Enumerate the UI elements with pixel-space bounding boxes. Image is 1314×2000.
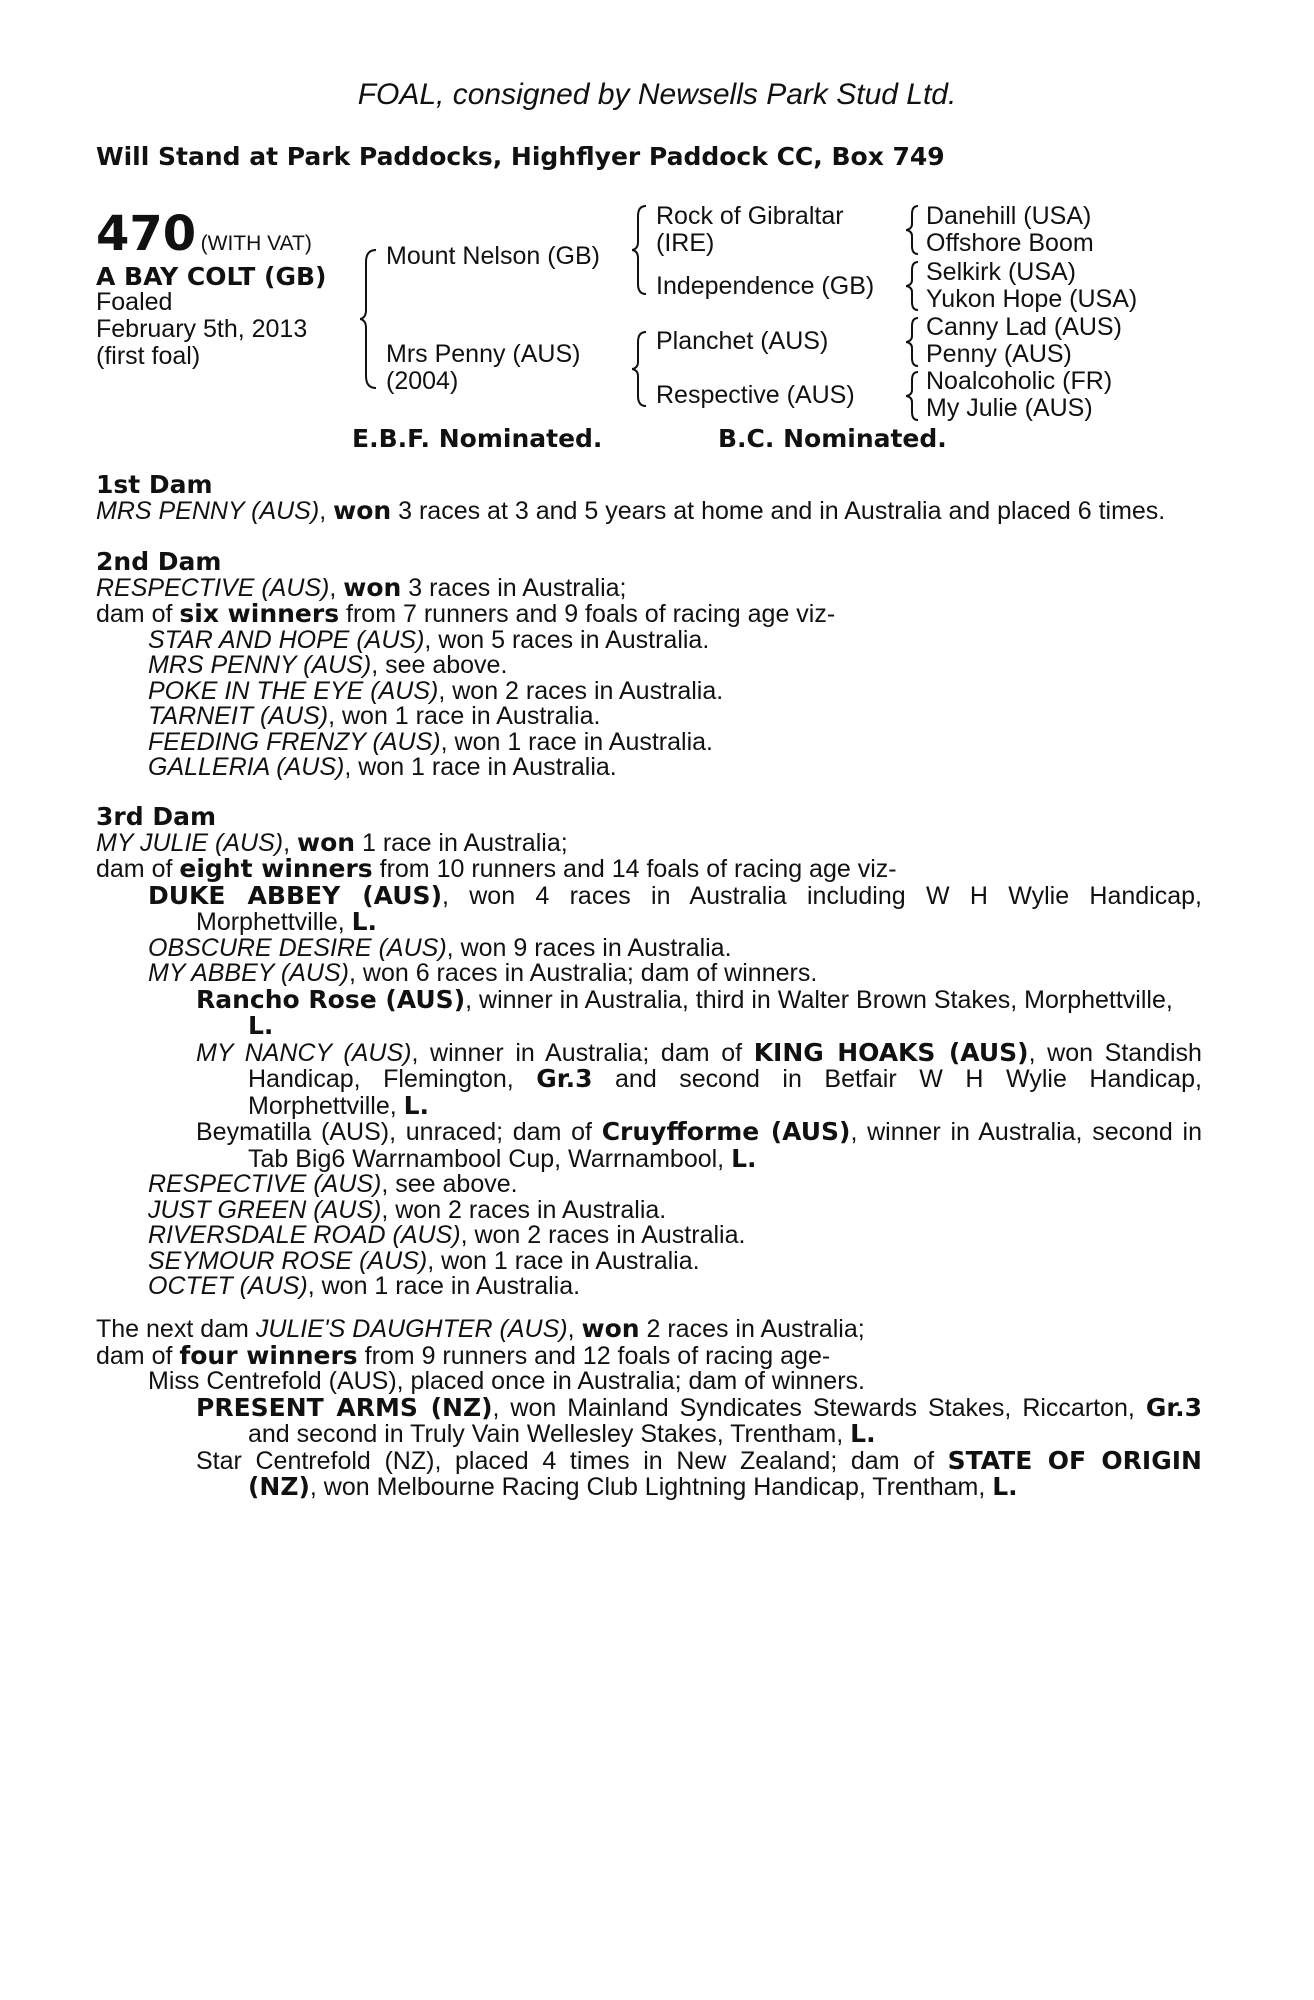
listed-mark: L. <box>351 907 378 936</box>
grand-progeny-line <box>96 1392 1202 1422</box>
progeny-name: Rancho Rose (AUS) <box>196 984 466 1014</box>
second-dam-name: RESPECTIVE (AUS) <box>96 573 330 602</box>
ds-sire-name: Canny Lad (AUS) <box>926 313 1122 341</box>
second-dam-heading: 2nd Dam <box>96 547 222 576</box>
lot-header <box>96 206 312 262</box>
next-dam-record: 2 races in Australia; <box>639 1315 865 1343</box>
progeny-record: , won Melbourne Racing Club Lightning Handicap, Trentham, <box>309 1473 993 1501</box>
progeny-record: , winner in Australia, third in Walter Brown Stakes, Morphettville, <box>465 985 1173 1014</box>
progeny-line <box>96 1223 1202 1249</box>
progeny-name: MY NANCY (AUS) <box>196 1038 412 1067</box>
progeny-name: RIVERSDALE ROAD (AUS) <box>148 1221 461 1249</box>
dd-dam-name: My Julie (AUS) <box>926 394 1093 422</box>
second-dam-line: RESPECTIVE (AUS), won 3 races in Australia; <box>96 572 627 602</box>
ss-dam-name: Offshore Boom <box>926 229 1094 257</box>
progeny-record: , won 1 race in Australia. <box>344 753 617 781</box>
third-dam-line: MY JULIE (AUS), won 1 race in Australia; <box>96 827 568 857</box>
progeny-name: GALLERIA (AUS) <box>148 753 345 781</box>
dam-sire-name: Planchet (AUS) <box>656 327 829 355</box>
sire-sire-name: Rock of Gibraltar <box>656 202 844 230</box>
grand-progeny-line <box>96 984 1202 1014</box>
grand-progeny-line-cont <box>96 1066 1202 1093</box>
second-dam-produce-line <box>96 601 1202 628</box>
grand-progeny-line-cont <box>96 1090 1202 1120</box>
sire-name: Mount Nelson (GB) <box>386 242 600 270</box>
foal-note: (first foal) <box>96 342 201 370</box>
second-dam-record: 3 races in Australia; <box>401 573 627 602</box>
progeny-record: , won 1 race in Australia. <box>307 1272 581 1300</box>
next-dam-name: JULIE'S DAUGHTER (AUS) <box>255 1315 568 1343</box>
second-dam-section <box>96 549 1202 781</box>
runners-text: from 7 runners and 9 foals of racing age viz- <box>339 600 836 628</box>
third-dam-record: 1 race in Australia; <box>355 828 568 857</box>
sire-sire-country: (IRE) <box>656 229 715 257</box>
third-dam-produce-line <box>96 856 1202 883</box>
first-dam-name: MRS PENNY (AUS) <box>96 496 320 525</box>
progeny-name: PRESENT ARMS (NZ) <box>196 1392 493 1422</box>
lot-number: 470 <box>96 206 197 262</box>
next-dam-section <box>96 1316 1202 1501</box>
progeny-name: STAR AND HOPE (AUS) <box>148 625 425 654</box>
foaled-date: February 5th, 2013 <box>96 315 308 343</box>
progeny-name: JUST GREEN (AUS) <box>148 1195 382 1224</box>
progeny-record: and second in Betfair W H Wylie Handicap, <box>592 1065 1202 1093</box>
grand-progeny-line <box>96 1445 1202 1475</box>
dam-of-label: dam of <box>96 600 180 628</box>
progeny-record: Star Centrefold (NZ), placed 4 times in New Zealand; dam of <box>196 1446 948 1475</box>
third-dam-heading: 3rd Dam <box>96 802 216 831</box>
progeny-name: SEYMOUR ROSE (AUS) <box>148 1246 428 1275</box>
progeny-name: MY ABBEY (AUS) <box>148 959 349 987</box>
progeny-name: DUKE ABBEY (AUS) <box>148 880 442 910</box>
progeny-record: , winner in Australia, second in <box>850 1118 1202 1146</box>
progeny-name: MRS PENNY (AUS) <box>148 651 372 679</box>
grand-progeny-line <box>96 1037 1202 1067</box>
pedigree-brace-main <box>360 248 380 390</box>
grand-progeny-line-cont <box>96 1474 1202 1501</box>
next-dam-intro: The next dam <box>96 1315 256 1343</box>
listed-mark: L. <box>248 1011 274 1040</box>
progeny-line <box>96 704 1202 730</box>
progeny-name: KING HOAKS (AUS) <box>753 1037 1029 1067</box>
stand-location: Will Stand at Park Paddocks, Highflyer Paddock CC, Box 749 <box>96 142 945 171</box>
progeny-line <box>96 1172 1202 1198</box>
progeny-record: , won 1 race in Australia. <box>328 702 601 730</box>
progeny-record: , won 2 races in Australia. <box>438 676 724 705</box>
progeny-record: Tab Big6 Warrnambool Cup, Warrnambool, <box>248 1144 732 1173</box>
ebf-nomination: E.B.F. Nominated. <box>352 424 603 453</box>
won-label: won <box>343 572 402 602</box>
progeny-line <box>96 933 1202 962</box>
dam-year: (2004) <box>386 367 459 395</box>
progeny-line-duke <box>96 880 1202 910</box>
first-dam-line: MRS PENNY (AUS), won 3 races at 3 and 5 years at home and in Australia and placed 6 times. <box>96 495 1166 525</box>
pedigree-brace-dd <box>906 370 922 422</box>
progeny-line <box>96 1246 1202 1275</box>
progeny-name: Cruyfforme (AUS) <box>601 1117 851 1146</box>
progeny-record: Beymatilla (AUS), unraced; dam of <box>196 1118 602 1146</box>
progeny-name: RESPECTIVE (AUS) <box>148 1170 382 1198</box>
next-dam-line: The next dam JULIE'S DAUGHTER (AUS), won 2 races in Australia; <box>96 1314 865 1343</box>
progeny-line <box>96 676 1202 705</box>
pedigree-brace-ds <box>906 316 922 368</box>
progeny-name: TARNEIT (AUS) <box>148 702 329 730</box>
progeny-line <box>96 1274 1202 1300</box>
group-mark: Gr.3 <box>1145 1392 1202 1422</box>
lot-title: A BAY COLT (GB) <box>96 262 327 291</box>
progeny-name: OCTET (AUS) <box>148 1272 308 1300</box>
progeny-name: FEEDING FRENZY (AUS) <box>148 727 441 756</box>
won-label: won <box>296 827 356 857</box>
sire-dam-name: Independence (GB) <box>656 272 875 300</box>
progeny-line <box>96 625 1202 654</box>
sd-dam-name: Yukon Hope (USA) <box>926 285 1138 313</box>
progeny-line <box>96 653 1202 679</box>
progeny-line <box>96 755 1202 781</box>
first-dam-section <box>96 472 1202 524</box>
vat-note: (WITH VAT) <box>200 232 312 255</box>
progeny-record: , won 6 races in Australia; dam of winners. <box>349 959 818 987</box>
consignor-line: FOAL, consigned by Newsells Park Stud Ltd. <box>357 78 957 111</box>
pedigree-brace-sd <box>906 260 922 312</box>
dam-of-label: dam of <box>96 855 180 883</box>
progeny-line: Miss Centrefold (AUS), placed once in Australia; dam of winners. <box>148 1367 865 1395</box>
sd-sire-name: Selkirk (USA) <box>926 258 1077 286</box>
listed-mark: L. <box>850 1419 876 1448</box>
progeny-record: , see above. <box>381 1170 518 1198</box>
foaled-label: Foaled <box>96 288 173 316</box>
listed-mark: L. <box>731 1143 757 1173</box>
progeny-record: , won 4 races in Australia including W H Wylie Handicap, <box>442 881 1202 910</box>
progeny-record: Handicap, Flemington, <box>248 1065 537 1093</box>
progeny-record: , won 2 races in Australia. <box>381 1195 667 1224</box>
winners-count: six winners <box>179 599 340 628</box>
dam-of-label: dam of <box>96 1341 180 1370</box>
pedigree-brace-sire <box>632 204 650 296</box>
progeny-record: and second in Truly Vain Wellesley Stakes, Trentham, <box>248 1420 851 1448</box>
progeny-record: , won 5 races in Australia. <box>424 625 710 654</box>
progeny-name: OBSCURE DESIRE (AUS) <box>148 933 447 962</box>
won-label: won <box>333 495 392 525</box>
progeny-record: Morphettville, <box>248 1091 404 1120</box>
winners-count: eight winners <box>179 854 373 883</box>
progeny-name: STATE OF ORIGIN <box>947 1445 1202 1475</box>
progeny-record: , won 1 race in Australia. <box>440 727 713 756</box>
progeny-record: , won 9 races in Australia. <box>446 933 732 962</box>
dd-sire-name: Noalcoholic (FR) <box>926 367 1113 395</box>
runners-text: from 10 runners and 14 foals of racing age viz- <box>372 855 897 883</box>
third-dam-section <box>96 804 1202 1300</box>
ds-dam-name: Penny (AUS) <box>926 340 1072 368</box>
progeny-record: , won Mainland Syndicates Stewards Stakes, Riccarton, <box>492 1393 1146 1422</box>
progeny-record: , winner in Australia; dam of <box>411 1038 754 1067</box>
pedigree-brace-ss <box>906 204 922 256</box>
progeny-record: , won 2 races in Australia. <box>460 1221 746 1249</box>
grand-progeny-line-cont <box>96 1421 1202 1448</box>
runners-text: from 9 runners and 12 foals of racing age- <box>357 1341 831 1370</box>
grand-progeny-line <box>96 1119 1202 1146</box>
pedigree-brace-dam <box>632 330 650 408</box>
progeny-line <box>96 727 1202 756</box>
listed-mark: L. <box>403 1090 430 1120</box>
progeny-name: POKE IN THE EYE (AUS) <box>148 676 439 705</box>
grand-progeny-line-cont <box>96 1013 1202 1040</box>
progeny-line <box>96 961 1202 987</box>
progeny-name: (NZ) <box>248 1472 310 1501</box>
third-dam-name: MY JULIE (AUS) <box>96 828 284 857</box>
listed-mark: L. <box>992 1472 1018 1501</box>
progeny-record: , see above. <box>371 651 508 679</box>
progeny-record: Morphettville, <box>196 908 352 936</box>
group-mark: Gr.3 <box>536 1064 593 1093</box>
dam-dam-name: Respective (AUS) <box>656 381 855 409</box>
won-label: won <box>581 1314 640 1343</box>
next-dam-produce-line <box>96 1340 1202 1370</box>
dam-name: Mrs Penny (AUS) <box>386 340 581 368</box>
first-dam-heading: 1st Dam <box>96 470 213 499</box>
progeny-record: , won 1 race in Australia. <box>427 1246 700 1275</box>
winners-count: four winners <box>179 1340 358 1370</box>
grand-progeny-line-cont <box>96 1143 1202 1173</box>
bc-nomination: B.C. Nominated. <box>718 424 947 453</box>
progeny-line <box>96 1195 1202 1224</box>
progeny-line-duke-cont <box>96 909 1202 936</box>
ss-sire-name: Danehill (USA) <box>926 202 1092 230</box>
progeny-record: , won Standish <box>1028 1038 1202 1067</box>
first-dam-record: 3 races at 3 and 5 years at home and in Australia and placed 6 times. <box>391 496 1166 525</box>
